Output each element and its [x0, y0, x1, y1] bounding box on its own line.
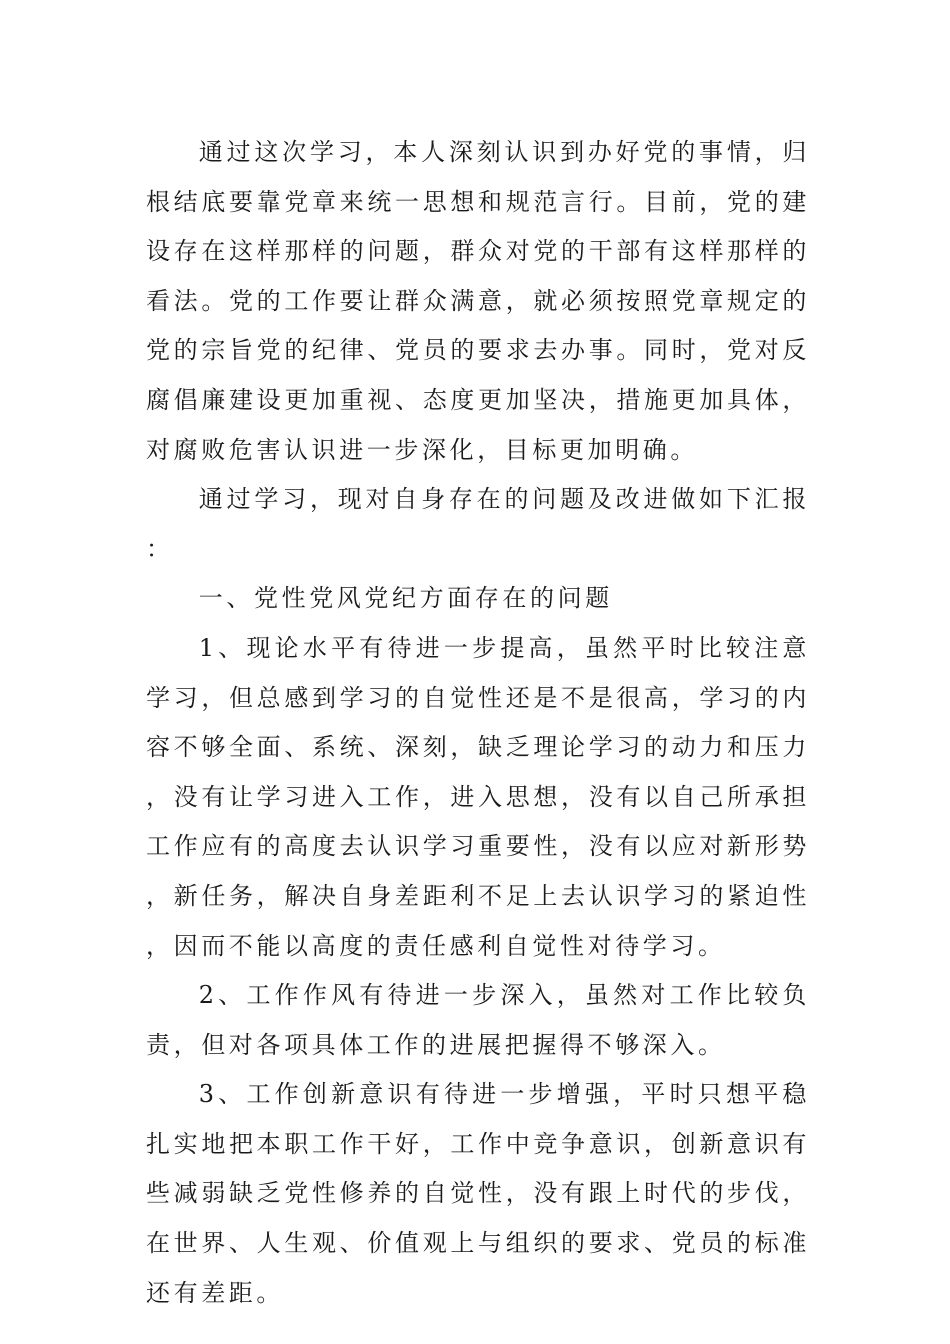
paragraph-item-2: 2、工作作风有待进一步深入，虽然对工作比较负责，但对各项具体工作的进展把握得不够深入。 [146, 981, 810, 1059]
paragraph-item-1: 1、现论水平有待进一步提高，虽然平时比较注意学习，但总感到学习的自觉性还是不是很高，学习的内容不够全面、系统、深刻，缺乏理论学习的动力和压力，没有让学习进入工作，进入思想，没有以自己所承担工作应有的高度去认识学习重要性，没有以应对新形势，新任务，解决自身差距利不足上去认识学习的紧迫性，因而不能以高度的责任感利自觉性对待学习。 [146, 633, 810, 960]
paragraph-report-intro: 通过学习，现对自身存在的问题及改进做如下汇报： [146, 485, 810, 563]
section-heading-problems: 一、党性党风党纪方面存在的问题 [198, 584, 613, 613]
document-body [146, 128, 810, 1318]
paragraph-item-3: 3、工作创新意识有待进一步增强，平时只想平稳扎实地把本职工作干好，工作中竞争意识，创新意识有些减弱缺乏党性修养的自觉性，没有跟上时代的步伐，在世界、人生观、价值观上与组织的要求、党员的标准还有差距。 [146, 1080, 810, 1307]
paragraph-study-summary: 通过这次学习，本人深刻认识到办好党的事情，归根结底要靠党章来统一思想和规范言行。目前，党的建设存在这样那样的问题，群众对党的干部有这样那样的看法。党的工作要让群众满意，就必须按照党章规定的党的宗旨党的纪律、党员的要求去办事。同时，党对反腐倡廉建设更加重视、态度更加坚决，措施更加具体，对腐败危害认识进一步深化，目标更加明确。 [146, 138, 810, 464]
